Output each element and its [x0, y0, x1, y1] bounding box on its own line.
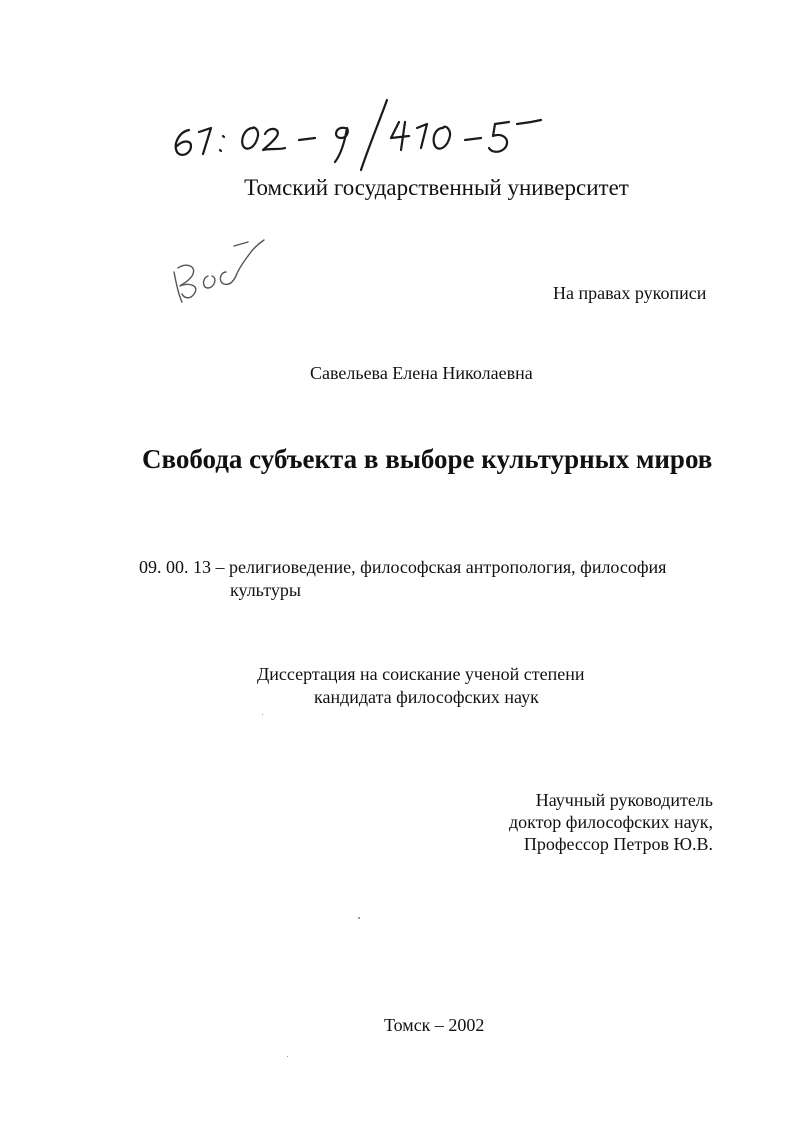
scan-speck — [287, 1056, 288, 1057]
author-name: Савельева Елена Николаевна — [310, 363, 533, 383]
scan-speck — [262, 714, 263, 715]
supervisor-name: Профессор Петров Ю.В. — [523, 834, 713, 854]
dissertation-title: Свобода субъекта в выборе культурных миров — [142, 444, 713, 474]
university-name: Томский государственный университет — [244, 175, 629, 200]
manuscript-rights-note: На правах рукописи — [553, 283, 707, 303]
specialty-line-1: 09. 00. 13 – религиоведение, философская антропология, философия — [139, 557, 667, 577]
supervisor-role: Научный руководитель — [535, 790, 713, 810]
handwritten-initials — [168, 232, 268, 312]
city-year: Томск – 2002 — [384, 1015, 485, 1035]
scan-speck — [358, 917, 360, 919]
supervisor-degree: доктор философских наук, — [509, 812, 713, 832]
handwritten-archive-code — [165, 92, 555, 172]
degree-line-1: Диссертация на соискание ученой степени — [257, 664, 585, 684]
degree-line-2: кандидата философских наук — [314, 687, 539, 707]
specialty-line-2: культуры — [230, 580, 301, 600]
